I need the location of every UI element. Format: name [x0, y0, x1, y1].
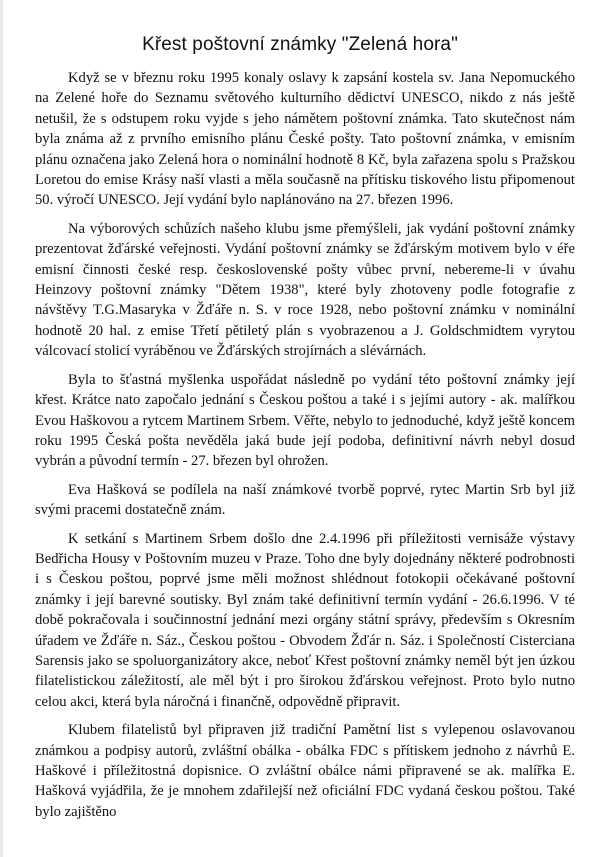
scan-edge	[0, 0, 3, 857]
paragraph-2: Na výborových schůzích našeho klubu jsme přemýšleli, jak vydání poštovní známky prezentovat žďárské veřejnosti. Vydání poštovní známky se žďárským motivem bylo v éře emisní činnosti české resp. československé pošty vůbec první, nebereme-li v úvahu Heinzovy poštovní známky "Dětem 1938", které byly zhotoveny podle fotografie z návštěvy T.G.Masaryka v Žďáře n. S. v roce 1928, nebo poštovní známku v nominální hodnotě 20 hal. z emise Třetí pětiletý plán s vyobrazenou a J. Goldschmidtem vyrytou válcovací stolicí vyráběnou ve Žďárských strojírnách a slévárnách.	[35, 220, 575, 360]
document-title: Křest poštovní známky "Zelená hora"	[142, 34, 458, 55]
paragraph-1: Když se v březnu roku 1995 konaly oslavy k zapsání kostela sv. Jana Nepomuckého na Zelené hoře do Seznamu světového kulturního dědictví UNESCO, nikdo z nás ještě netušil, že s odstupem roku vyjde s jeho námětem poštovní známka. Tato skutečnost nám byla známa až z prvního emisního plánu České pošty. Tato poštovní známka, v emisním plánu označena jako Zelená hora o nominální hodnotě 8 Kč, byla zařazena spolu s Pražskou Loretou do emise Krásy naší vlasti a měla současně na přítisku tiskového listu připomenout 50. výročí UNESCO. Její vydání bylo naplánováno na 27. březen 1996.	[35, 70, 575, 209]
paragraph-5: K setkání s Martinem Srbem došlo dne 2.4.1996 při příležitosti vernisáže výstavy Bedřicha Housy v Poštovním muzeu v Praze. Toho dne byly dojednány některé podrobnosti i s Českou poštou, poprvé jsme měli možnost shlédnout fotokopii očekávané poštovní známky i její barevné soutisky. Byl znám také definitivní termín vydání - 26.6.1996. V té době pokračovala i součinnostní jednání mezi orgány státní správy, především s Okresním úřadem ve Žďáře n. Sáz., Českou poštou - Obvodem Žďár n. Sáz. i Společností Cisterciana Sarensis jako se spoluorganizátory akce, neboť Křest poštovní známky neměl být jen úzkou filatelistickou záležitostí, ale měl být i pro širokou žďárskou veřejnost. Proto bylo nutno celou akci, která byla náročná i finančně, odpovědně připravit.	[35, 530, 575, 710]
paragraph-6: Klubem filatelistů byl připraven již tradiční Pamětní list s vylepenou oslavovanou známkou a podpisy autorů, zvláštní obálka - obálka FDC s přítiskem jednoho z návrhů E. Haškové i příležitostná dopisnice. O zvláštní obálce námi připravené se ak. malířka E. Hašková vyjádřila, že je mnohem zdařilejší než oficiální FDC vydaná českou poštou. Také bylo zajištěno	[35, 722, 575, 820]
paragraph-3: Byla to šťastná myšlenka uspořádat následně po vydání této poštovní známky její křest. Krátce nato započalo jednání s Českou poštou a také i s jejími autory - ak. malířkou Evou Haškovou a rytcem Martinem Srbem. Věřte, nebylo to jednoduché, když ještě koncem roku 1995 Česká pošta nevěděla jaká bude její podoba, definitivní návrh nebyl dosud vybrán a původní termín - 27. březen byl ohrožen.	[35, 371, 575, 470]
paragraph-4: Eva Hašková se podílela na naší známkové tvorbě poprvé, rytec Martin Srb byl již svými pracemi dostatečně znám.	[35, 481, 575, 519]
document-body	[35, 68, 575, 830]
